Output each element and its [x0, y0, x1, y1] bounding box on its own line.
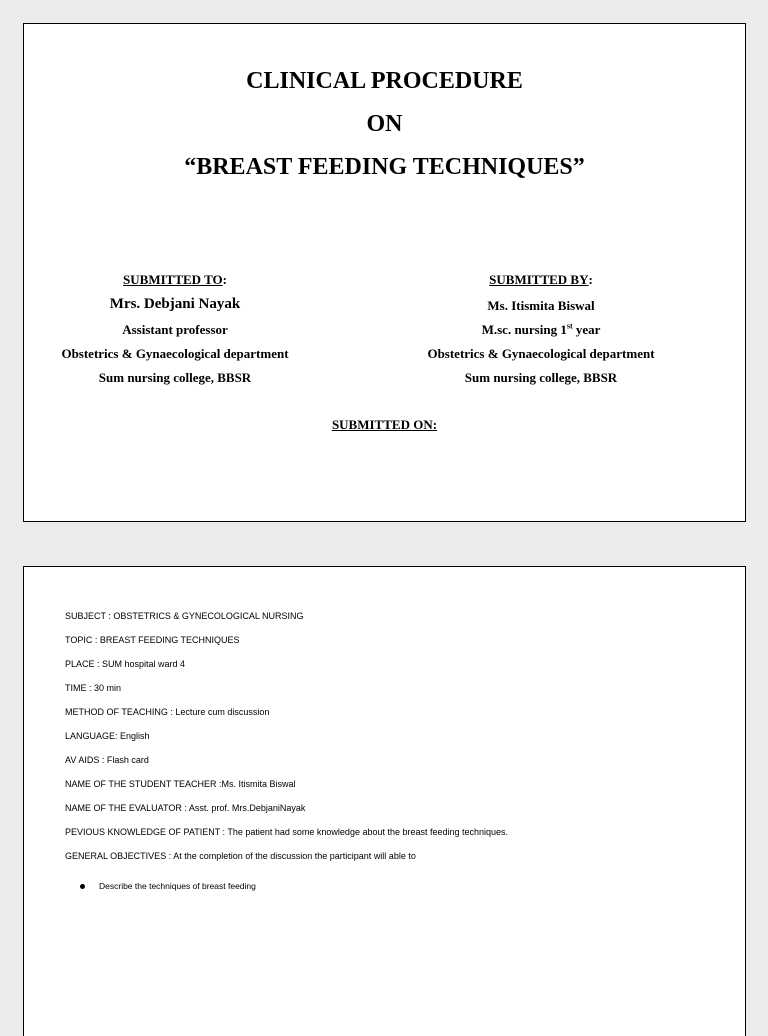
submitted-by-name: Ms. Itismita Biswal: [487, 298, 595, 313]
plan-line-language: LANGUAGE: English: [65, 731, 150, 741]
submitted-by-course: [426, 322, 656, 338]
submitted-to-heading: SUBMITTED TO: [123, 272, 223, 287]
cover-title-line1: CLINICAL PROCEDURE: [246, 68, 523, 94]
plan-line-av-aids: AV AIDS : Flash card: [65, 755, 149, 765]
plan-line-topic: TOPIC : BREAST FEEDING TECHNIQUES: [65, 635, 240, 645]
plan-line-place: PLACE : SUM hospital ward 4: [65, 659, 186, 669]
cover-title-line3: “BREAST FEEDING TECHNIQUES”: [184, 154, 585, 180]
submitted-on-line: [24, 417, 745, 433]
plan-line-general-objectives: GENERAL OBJECTIVES : At the completion of the discussion the participant will able to: [65, 851, 416, 861]
submitted-to-colon: :: [222, 272, 227, 287]
plan-line-subject: SUBJECT : OBSTETRICS & GYNECOLOGICAL NURSING: [65, 611, 304, 621]
submitted-to-heading-line: [60, 272, 290, 288]
plan-line-time: TIME : 30 min: [65, 683, 122, 693]
plan-line-previous-knowledge: PEVIOUS KNOWLEDGE OF PATIENT : The patient had some knowledge about the breast feeding techniques.: [65, 827, 509, 837]
submitted-by-course-sup: st: [566, 321, 573, 331]
cover-page: [23, 23, 746, 522]
submitted-on-heading: SUBMITTED ON:: [331, 417, 438, 432]
submitted-by-department: Obstetrics & Gynaecological department: [427, 346, 655, 361]
objective-text: Describe the techniques of breast feeding: [99, 881, 256, 891]
submitted-by-course-suffix: year: [572, 322, 601, 337]
submitted-by-colon: :: [588, 272, 593, 287]
lesson-plan-lines: [65, 610, 508, 874]
objective-list-item: [80, 881, 256, 891]
submitted-to-name: Mrs. Debjani Nayak: [109, 296, 241, 312]
submitted-by-course-prefix: M.sc. nursing 1: [481, 322, 567, 337]
submitted-to-college: Sum nursing college, BBSR: [98, 370, 252, 385]
submitted-to-designation: Assistant professor: [122, 322, 228, 337]
submitted-to-department: Obstetrics & Gynaecological department: [61, 346, 289, 361]
lesson-plan-page: [23, 566, 746, 1036]
bullet-dot-icon: [80, 884, 85, 889]
submitted-by-college: Sum nursing college, BBSR: [464, 370, 618, 385]
plan-line-method: METHOD OF TEACHING : Lecture cum discussion: [65, 707, 270, 717]
cover-title-line2: ON: [366, 111, 403, 137]
plan-line-student-teacher: NAME OF THE STUDENT TEACHER :Ms. Itismita Biswal: [65, 779, 296, 789]
plan-line-evaluator: NAME OF THE EVALUATOR : Asst. prof. Mrs.DebjaniNayak: [65, 803, 306, 813]
submitted-by-heading-line: [426, 272, 656, 288]
submitted-by-heading: SUBMITTED BY: [489, 272, 589, 287]
